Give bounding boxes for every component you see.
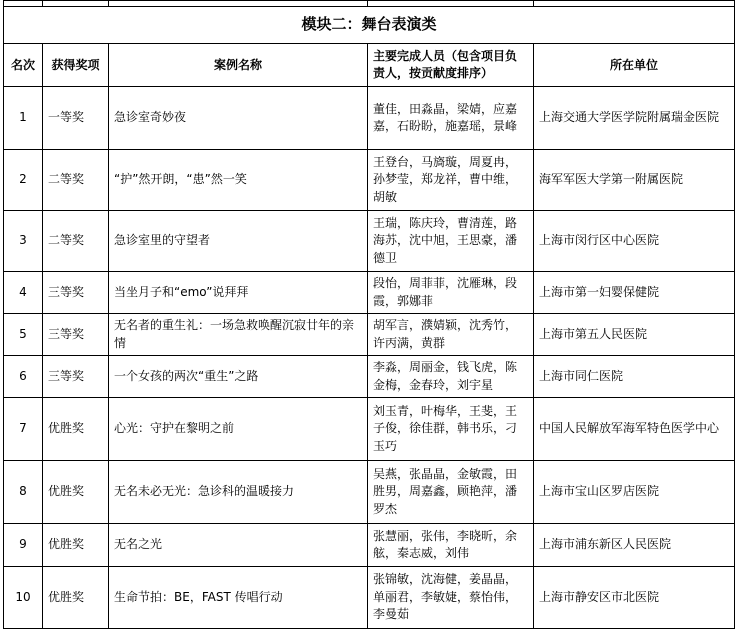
rank-cell: 8 — [4, 461, 43, 524]
table-row — [4, 567, 735, 629]
award-cell: 优胜奖 — [43, 398, 109, 461]
table-row — [4, 461, 735, 524]
unit-cell: 中国人民解放军海军特色医学中心 — [534, 398, 735, 461]
members-cell: 胡军言，濮婧颖，沈秀竹，许丙满，黄群 — [368, 314, 534, 356]
members-cell: 刘玉青，叶梅华，王斐，王子俊，徐佳群，韩书乐，刁玉巧 — [368, 398, 534, 461]
rank-cell: 10 — [4, 567, 43, 629]
award-cell: 优胜奖 — [43, 461, 109, 524]
award-cell: 优胜奖 — [43, 567, 109, 629]
case-cell: 一个女孩的两次“重生”之路 — [109, 356, 368, 398]
rank-cell: 4 — [4, 272, 43, 314]
members-cell: 王登台，马旖璇，周夏冉，孙梦莹，郑龙祥，曹中维，胡敏 — [368, 150, 534, 211]
award-cell: 三等奖 — [43, 314, 109, 356]
table-row — [4, 272, 735, 314]
members-cell: 李淼，周丽金，钱飞虎，陈金梅，金春玲，刘宇星 — [368, 356, 534, 398]
header-rank: 名次 — [4, 44, 43, 87]
rank-cell: 9 — [4, 524, 43, 567]
unit-cell: 上海市第五人民医院 — [534, 314, 735, 356]
members-cell: 董佳，田淼晶，梁婧，应嘉嘉，石盼盼，施嘉瑶，景峰 — [368, 87, 534, 150]
unit-cell: 上海市宝山区罗店医院 — [534, 461, 735, 524]
unit-cell: 上海市浦东新区人民医院 — [534, 524, 735, 567]
award-cell: 二等奖 — [43, 211, 109, 272]
table-row — [4, 211, 735, 272]
table-row — [4, 150, 735, 211]
header-case: 案例名称 — [109, 44, 368, 87]
case-cell: 心光：守护在黎明之前 — [109, 398, 368, 461]
unit-cell: 上海市第一妇婴保健院 — [534, 272, 735, 314]
case-cell: 无名未必无光：急诊科的温暖接力 — [109, 461, 368, 524]
table-row — [4, 524, 735, 567]
award-cell: 一等奖 — [43, 87, 109, 150]
case-cell: 急诊室奇妙夜 — [109, 87, 368, 150]
unit-cell: 上海交通大学医学院附属瑞金医院 — [534, 87, 735, 150]
rank-cell: 6 — [4, 356, 43, 398]
title-row — [4, 7, 735, 44]
header-row — [4, 44, 735, 87]
award-table — [3, 0, 735, 629]
award-cell: 三等奖 — [43, 272, 109, 314]
award-cell: 优胜奖 — [43, 524, 109, 567]
unit-cell: 上海市静安区市北医院 — [534, 567, 735, 629]
members-cell: 张锦敏，沈海健，姜晶晶，单丽君，李敏婕，蔡怡伟，李曼茹 — [368, 567, 534, 629]
rank-cell: 3 — [4, 211, 43, 272]
rank-cell: 1 — [4, 87, 43, 150]
award-cell: 三等奖 — [43, 356, 109, 398]
module-title: 模块二：舞台表演类 — [4, 7, 735, 44]
case-cell: “护”然开朗，“患”然一笑 — [109, 150, 368, 211]
header-unit: 所在单位 — [534, 44, 735, 87]
table-row — [4, 87, 735, 150]
unit-cell: 海军军医大学第一附属医院 — [534, 150, 735, 211]
header-members: 主要完成人员（包含项目负责人，按贡献度排序） — [368, 44, 534, 87]
case-cell: 生命节拍：BE，FAST 传唱行动 — [109, 567, 368, 629]
members-cell: 段怡，周菲菲，沈雁琳，段霞，郭娜菲 — [368, 272, 534, 314]
rank-cell: 5 — [4, 314, 43, 356]
table-row — [4, 356, 735, 398]
unit-cell: 上海市闵行区中心医院 — [534, 211, 735, 272]
unit-cell: 上海市同仁医院 — [534, 356, 735, 398]
members-cell: 王瑞，陈庆玲，曹清莲，路海苏，沈中旭，王思豪，潘德卫 — [368, 211, 534, 272]
members-cell: 吴燕，张晶晶，金敏霞，田胜男，周嘉鑫，顾艳萍，潘罗杰 — [368, 461, 534, 524]
rank-cell: 7 — [4, 398, 43, 461]
award-cell: 二等奖 — [43, 150, 109, 211]
header-award: 获得奖项 — [43, 44, 109, 87]
members-cell: 张慧丽，张伟，李晓昕，余舷，秦志威，刘伟 — [368, 524, 534, 567]
case-cell: 无名者的重生礼：一场急救唤醒沉寂廿年的亲情 — [109, 314, 368, 356]
case-cell: 急诊室里的守望者 — [109, 211, 368, 272]
case-cell: 当坐月子和“emo”说拜拜 — [109, 272, 368, 314]
case-cell: 无名之光 — [109, 524, 368, 567]
rank-cell: 2 — [4, 150, 43, 211]
table-row — [4, 398, 735, 461]
table-row — [4, 314, 735, 356]
